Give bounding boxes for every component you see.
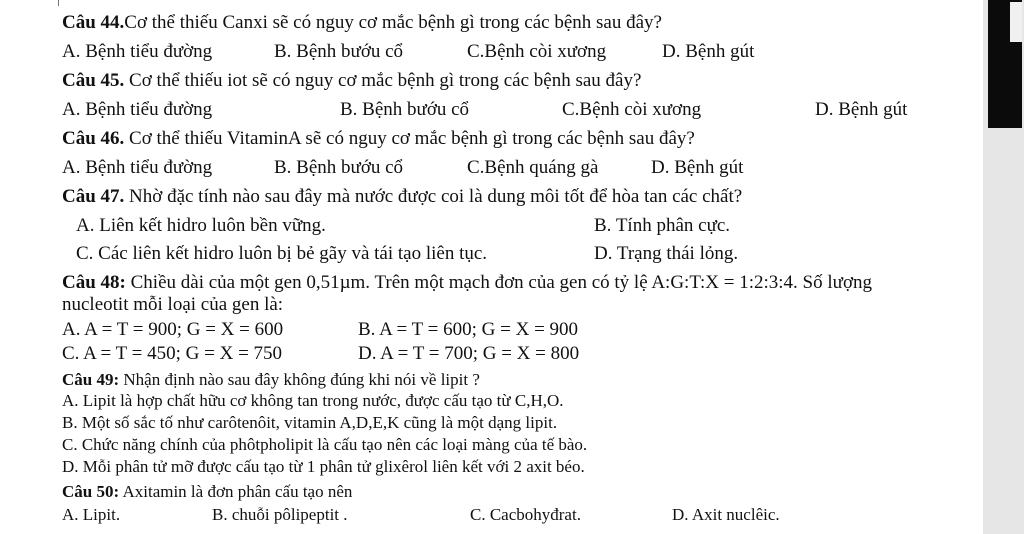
question-50-number: Câu 50: — [62, 482, 120, 501]
question-49-text: Nhận định nào sau đây không đúng khi nói về lipit ? — [119, 370, 480, 389]
question-44 — [62, 12, 662, 34]
question-48 — [62, 272, 872, 294]
question-49 — [62, 370, 480, 390]
q48-option-b: B. A = T = 600; G = X = 900 — [358, 319, 579, 340]
page-corner-mark — [58, 0, 59, 6]
question-46-number: Câu 46. — [62, 128, 125, 149]
q46-option-d: D. Bệnh gút — [651, 157, 744, 178]
q44-option-c: C.Bệnh còi xương — [467, 41, 607, 62]
q50-option-d: D. Axit nuclêic. — [672, 505, 780, 524]
q49-option-c: C. Chức năng chính của phôtpholipit là cấu tạo nên các loại màng của tế bào. — [62, 435, 588, 454]
q48-option-d: D. A = T = 700; G = X = 800 — [358, 343, 580, 364]
question-45-text: Cơ thể thiếu iot sẽ có nguy cơ mắc bệnh gì trong các bệnh sau đây? — [124, 70, 642, 91]
question-48-line-2: nucleotit mỗi loại của gen là: — [62, 294, 284, 315]
q44-option-a: A. Bệnh tiểu đường — [62, 41, 213, 62]
q47-option-d: D. Trạng thái lỏng. — [594, 243, 739, 264]
q47-option-a: A. Liên kết hidro luôn bền vững. — [76, 215, 326, 236]
q50-option-c: C. Cacbohyđrat. — [470, 505, 581, 524]
question-47 — [62, 186, 742, 208]
q44-option-b: B. Bệnh bướu cổ — [274, 41, 404, 62]
q49-option-a: A. Lipit là hợp chất hữu cơ không tan trong nước, được cấu tạo từ C,H,O. — [62, 391, 564, 410]
q47-option-c: C. Các liên kết hidro luôn bị bẻ gãy và tái tạo liên tục. — [76, 243, 488, 264]
q45-option-a: A. Bệnh tiểu đường — [62, 99, 213, 120]
question-48-text-line-1: Chiều dài của một gen 0,51µm. Trên một mạch đơn của gen có tỷ lệ A:G:T:X = 1:2:3:4. Số lượng — [125, 272, 872, 293]
question-50 — [62, 482, 352, 502]
q45-option-c: C.Bệnh còi xương — [562, 99, 702, 120]
q47-option-b: B. Tính phân cực. — [594, 215, 731, 236]
q50-option-b: B. chuỗi pôlipeptit . — [212, 505, 348, 524]
question-44-number: Câu 44. — [62, 12, 125, 33]
q50-option-a: A. Lipit. — [62, 505, 121, 524]
q49-option-d: D. Mỗi phân tử mỡ được cấu tạo từ 1 phân tử glixêrol liên kết với 2 axit béo. — [62, 457, 585, 476]
question-46-text: Cơ thể thiếu VitaminA sẽ có nguy cơ mắc bệnh gì trong các bệnh sau đây? — [124, 128, 695, 149]
q49-option-b: B. Một số sắc tố như carôtenôit, vitamin A,D,E,K cũng là một dạng lipit. — [62, 413, 558, 432]
question-50-text: Axitamin là đơn phân cấu tạo nên — [119, 482, 353, 501]
question-46 — [62, 128, 695, 150]
question-49-number: Câu 49: — [62, 370, 120, 389]
q46-option-a: A. Bệnh tiểu đường — [62, 157, 213, 178]
question-45 — [62, 70, 641, 92]
q46-option-c: C.Bệnh quáng gà — [467, 157, 599, 178]
question-48-number: Câu 48: — [62, 272, 126, 293]
question-47-text: Nhờ đặc tính nào sau đây mà nước được coi là dung môi tốt để hòa tan các chất? — [124, 186, 743, 207]
q48-option-c: C. A = T = 450; G = X = 750 — [62, 343, 283, 364]
right-panel-thumb[interactable] — [1010, 2, 1022, 42]
q48-option-a: A. A = T = 900; G = X = 600 — [62, 319, 284, 340]
q44-option-d: D. Bệnh gút — [662, 41, 755, 62]
q45-option-d: D. Bệnh gút — [815, 99, 908, 120]
q46-option-b: B. Bệnh bướu cổ — [274, 157, 404, 178]
question-45-number: Câu 45. — [62, 70, 125, 91]
q45-option-b: B. Bệnh bướu cổ — [340, 99, 470, 120]
question-44-text: Cơ thể thiếu Canxi sẽ có nguy cơ mắc bệnh gì trong các bệnh sau đây? — [124, 12, 662, 33]
question-47-number: Câu 47. — [62, 186, 125, 207]
